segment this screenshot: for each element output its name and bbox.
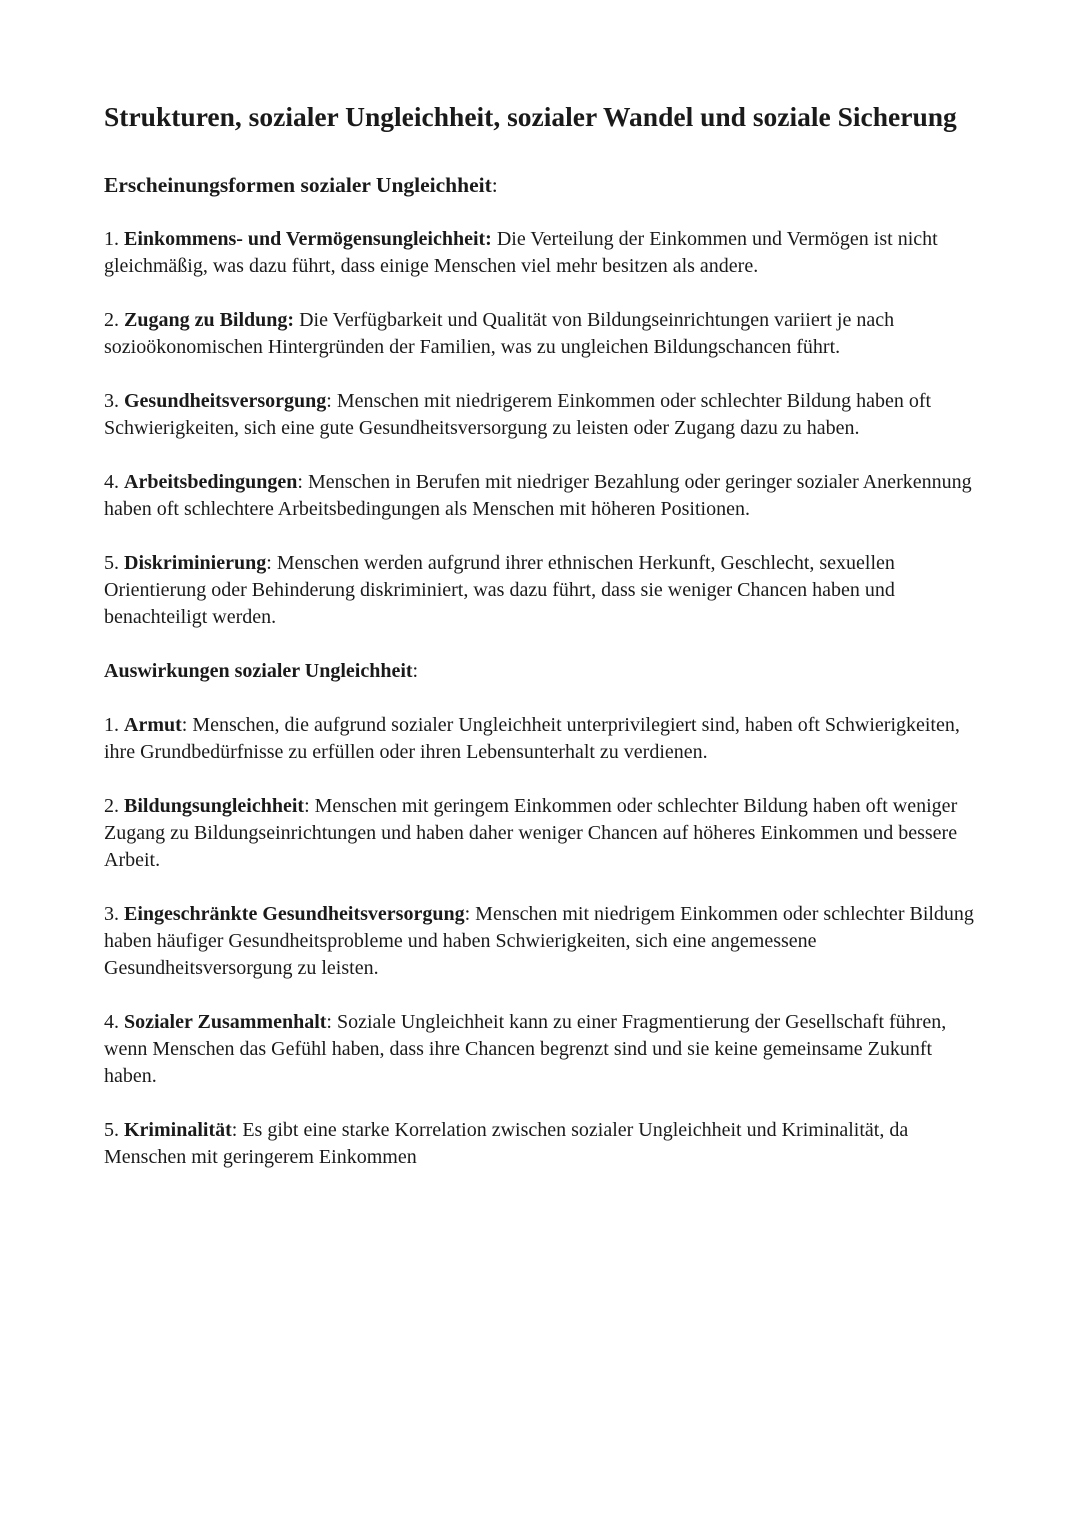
item-separator: : (231, 1119, 243, 1141)
item-number: 2. (104, 309, 124, 331)
item-term: Gesundheitsversorgung (124, 390, 327, 412)
item-text: Menschen in Berufen mit niedriger Bezahlung oder geringer sozialer Anerkennung haben oft schlechtere Arbeitsbedingungen als Menschen mit höheren Positionen. (104, 471, 972, 520)
list-item (104, 712, 976, 766)
item-separator: : (326, 1011, 337, 1033)
item-number: 4. (104, 1011, 124, 1033)
item-separator: : (304, 795, 315, 817)
list-item (104, 388, 976, 442)
item-term: Eingeschränkte Gesundheitsversorgung (124, 903, 465, 925)
section-heading-erscheinungsformen (104, 172, 976, 199)
item-text: Soziale Ungleichheit kann zu einer Fragmentierung der Gesellschaft führen, wenn Menschen das Gefühl haben, dass ihre Chancen begrenzt sind und sie keine gemeinsame Zukunft haben. (104, 1011, 947, 1087)
section-heading-text: Erscheinungsformen sozialer Ungleichheit (104, 173, 492, 197)
list-item (104, 550, 976, 631)
item-separator: : (326, 390, 337, 412)
item-term: Einkommens- und Vermögensungleichheit: (124, 228, 492, 250)
list-item (104, 1117, 976, 1171)
list-item (104, 469, 976, 523)
item-number: 5. (104, 552, 124, 574)
list-item (104, 793, 976, 874)
list-item (104, 307, 976, 361)
list-item (104, 226, 976, 280)
item-separator: : (266, 552, 277, 574)
item-text: Menschen mit geringem Einkommen oder schlechter Bildung haben oft weniger Zugang zu Bildungseinrichtungen und haben daher weniger Chancen auf höheres Einkommen und bessere Arbeit. (104, 795, 958, 871)
item-number: 2. (104, 795, 124, 817)
item-term: Zugang zu Bildung: (124, 309, 295, 331)
item-number: 3. (104, 390, 124, 412)
item-term: Diskriminierung (124, 552, 267, 574)
item-text: Es gibt eine starke Korrelation zwischen sozialer Ungleichheit und Kriminalität, da Menschen mit geringerem Einkommen (104, 1119, 909, 1168)
item-text: Die Verfügbarkeit und Qualität von Bildungseinrichtungen variiert je nach sozioökonomischen Hintergründen der Familien, was zu ungleichen Bildungschancen führt. (104, 309, 895, 358)
item-number: 3. (104, 903, 124, 925)
item-separator: : (297, 471, 308, 493)
item-term: Sozialer Zusammenhalt (124, 1011, 327, 1033)
item-term: Bildungsungleichheit (124, 795, 305, 817)
item-text: Menschen mit niedrigerem Einkommen oder schlechter Bildung haben oft Schwierigkeiten, sich eine gute Gesundheitsversorgung zu leisten oder Zugang dazu zu haben. (104, 390, 932, 439)
list-item (104, 1009, 976, 1090)
item-text: Die Verteilung der Einkommen und Vermögen ist nicht gleichmäßig, was dazu führt, dass einige Menschen viel mehr besitzen als andere. (104, 228, 938, 277)
section-heading-text: Auswirkungen sozialer Ungleichheit (104, 660, 413, 682)
item-number: 1. (104, 714, 124, 736)
item-number: 4. (104, 471, 124, 493)
list-item (104, 901, 976, 982)
item-text: Menschen mit niedrigem Einkommen oder schlechter Bildung haben häufiger Gesundheitsprobleme und haben Schwierigkeiten, sich eine angemessene Gesundheitsversorgung zu leisten. (104, 903, 974, 979)
item-text: Menschen, die aufgrund sozialer Ungleichheit unterprivilegiert sind, haben oft Schwierigkeiten, ihre Grundbedürfnisse zu erfüllen oder ihren Lebensunterhalt zu verdienen. (104, 714, 960, 763)
item-separator: : (464, 903, 476, 925)
item-text: Menschen werden aufgrund ihrer ethnischen Herkunft, Geschlecht, sexuellen Orientierung oder Behinderung diskriminiert, was dazu führt, dass sie weniger Chancen haben und benachteiligt werden. (104, 552, 895, 628)
section-heading-colon: : (491, 173, 498, 197)
item-separator: : (181, 714, 193, 736)
item-term: Arbeitsbedingungen (124, 471, 298, 493)
item-term: Kriminalität (124, 1119, 232, 1141)
item-number: 5. (104, 1119, 124, 1141)
section-heading-auswirkungen (104, 658, 976, 685)
section-heading-colon: : (412, 660, 419, 682)
document-title: Strukturen, sozialer Ungleichheit, sozialer Wandel und soziale Sicherung (104, 101, 957, 132)
item-number: 1. (104, 228, 124, 250)
item-term: Armut (124, 714, 182, 736)
